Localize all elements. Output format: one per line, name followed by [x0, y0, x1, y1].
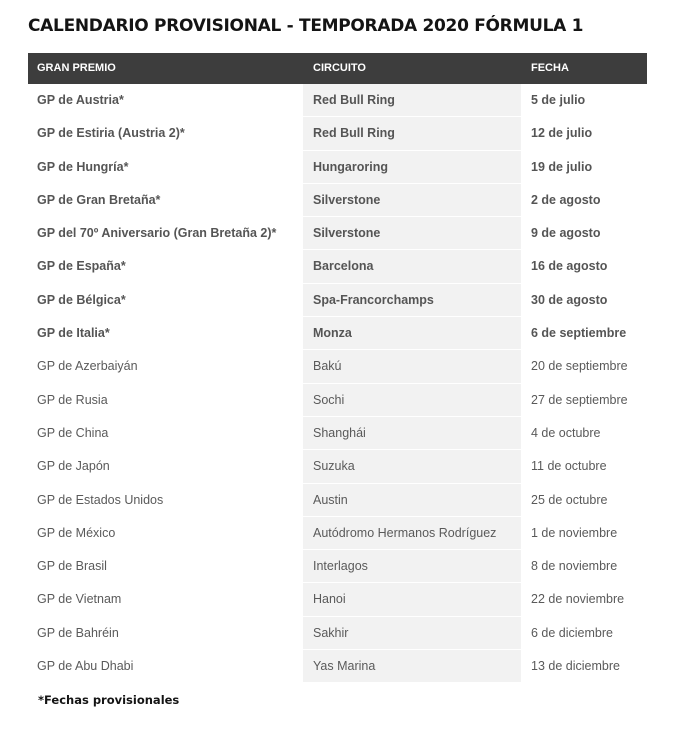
cell-fecha: 25 de octubre [521, 484, 647, 517]
cell-gran-premio: GP de Vietnam [28, 583, 303, 616]
cell-fecha: 2 de agosto [521, 184, 647, 217]
cell-fecha: 8 de noviembre [521, 550, 647, 583]
cell-fecha: 22 de noviembre [521, 583, 647, 616]
cell-gran-premio: GP de Bélgica* [28, 284, 303, 317]
cell-circuito: Hungaroring [303, 151, 521, 184]
table-row [28, 217, 647, 250]
table-row [28, 284, 647, 317]
table-row [28, 517, 647, 550]
cell-fecha: 19 de julio [521, 151, 647, 184]
table-row [28, 184, 647, 217]
table-row [28, 550, 647, 583]
cell-gran-premio: GP de Bahréin [28, 617, 303, 650]
cell-fecha: 6 de diciembre [521, 617, 647, 650]
cell-circuito: Silverstone [303, 184, 521, 217]
cell-circuito: Sochi [303, 384, 521, 417]
page-title: CALENDARIO PROVISIONAL - TEMPORADA 2020 FÓRMULA 1 [28, 16, 584, 36]
cell-gran-premio: GP de Azerbaiyán [28, 350, 303, 383]
cell-fecha: 6 de septiembre [521, 317, 647, 350]
cell-fecha: 13 de diciembre [521, 650, 647, 683]
table-row [28, 84, 647, 117]
cell-gran-premio: GP de Estiria (Austria 2)* [28, 117, 303, 150]
cell-gran-premio: GP de Abu Dhabi [28, 650, 303, 683]
cell-circuito: Autódromo Hermanos Rodríguez [303, 517, 521, 550]
cell-fecha: 12 de julio [521, 117, 647, 150]
table-body [28, 84, 647, 683]
table-row [28, 317, 647, 350]
cell-gran-premio: GP de Japón [28, 450, 303, 483]
table-row [28, 250, 647, 283]
column-header-circuito: CIRCUITO [313, 62, 366, 74]
cell-gran-premio: GP del 70º Aniversario (Gran Bretaña 2)* [28, 217, 303, 250]
cell-fecha: 4 de octubre [521, 417, 647, 450]
cell-circuito: Interlagos [303, 550, 521, 583]
cell-circuito: Suzuka [303, 450, 521, 483]
cell-fecha: 16 de agosto [521, 250, 647, 283]
table-row [28, 417, 647, 450]
cell-circuito: Silverstone [303, 217, 521, 250]
cell-fecha: 9 de agosto [521, 217, 647, 250]
column-header-fecha: FECHA [531, 62, 569, 74]
cell-gran-premio: GP de Brasil [28, 550, 303, 583]
cell-gran-premio: GP de Hungría* [28, 151, 303, 184]
cell-circuito: Bakú [303, 350, 521, 383]
cell-circuito: Shanghái [303, 417, 521, 450]
cell-gran-premio: GP de Gran Bretaña* [28, 184, 303, 217]
cell-circuito: Barcelona [303, 250, 521, 283]
cell-fecha: 27 de septiembre [521, 384, 647, 417]
cell-fecha: 30 de agosto [521, 284, 647, 317]
cell-fecha: 1 de noviembre [521, 517, 647, 550]
cell-circuito: Red Bull Ring [303, 117, 521, 150]
cell-gran-premio: GP de Austria* [28, 84, 303, 117]
cell-circuito: Yas Marina [303, 650, 521, 683]
cell-gran-premio: GP de Italia* [28, 317, 303, 350]
table-row [28, 151, 647, 184]
cell-fecha: 11 de octubre [521, 450, 647, 483]
table-row [28, 384, 647, 417]
footnote: *Fechas provisionales [38, 693, 180, 707]
cell-gran-premio: GP de España* [28, 250, 303, 283]
cell-gran-premio: GP de Rusia [28, 384, 303, 417]
cell-gran-premio: GP de México [28, 517, 303, 550]
cell-circuito: Red Bull Ring [303, 84, 521, 117]
cell-circuito: Sakhir [303, 617, 521, 650]
cell-circuito: Hanoi [303, 583, 521, 616]
cell-gran-premio: GP de China [28, 417, 303, 450]
cell-fecha: 20 de septiembre [521, 350, 647, 383]
cell-circuito: Monza [303, 317, 521, 350]
table-row [28, 650, 647, 683]
table-header [28, 53, 647, 84]
cell-fecha: 5 de julio [521, 84, 647, 117]
cell-gran-premio: GP de Estados Unidos [28, 484, 303, 517]
table-row [28, 117, 647, 150]
cell-circuito: Austin [303, 484, 521, 517]
table-row [28, 583, 647, 616]
column-header-gran-premio: GRAN PREMIO [37, 62, 116, 74]
table-row [28, 350, 647, 383]
cell-circuito: Spa-Francorchamps [303, 284, 521, 317]
table-row [28, 450, 647, 483]
table-row [28, 484, 647, 517]
calendar-table [28, 53, 647, 683]
table-row [28, 617, 647, 650]
